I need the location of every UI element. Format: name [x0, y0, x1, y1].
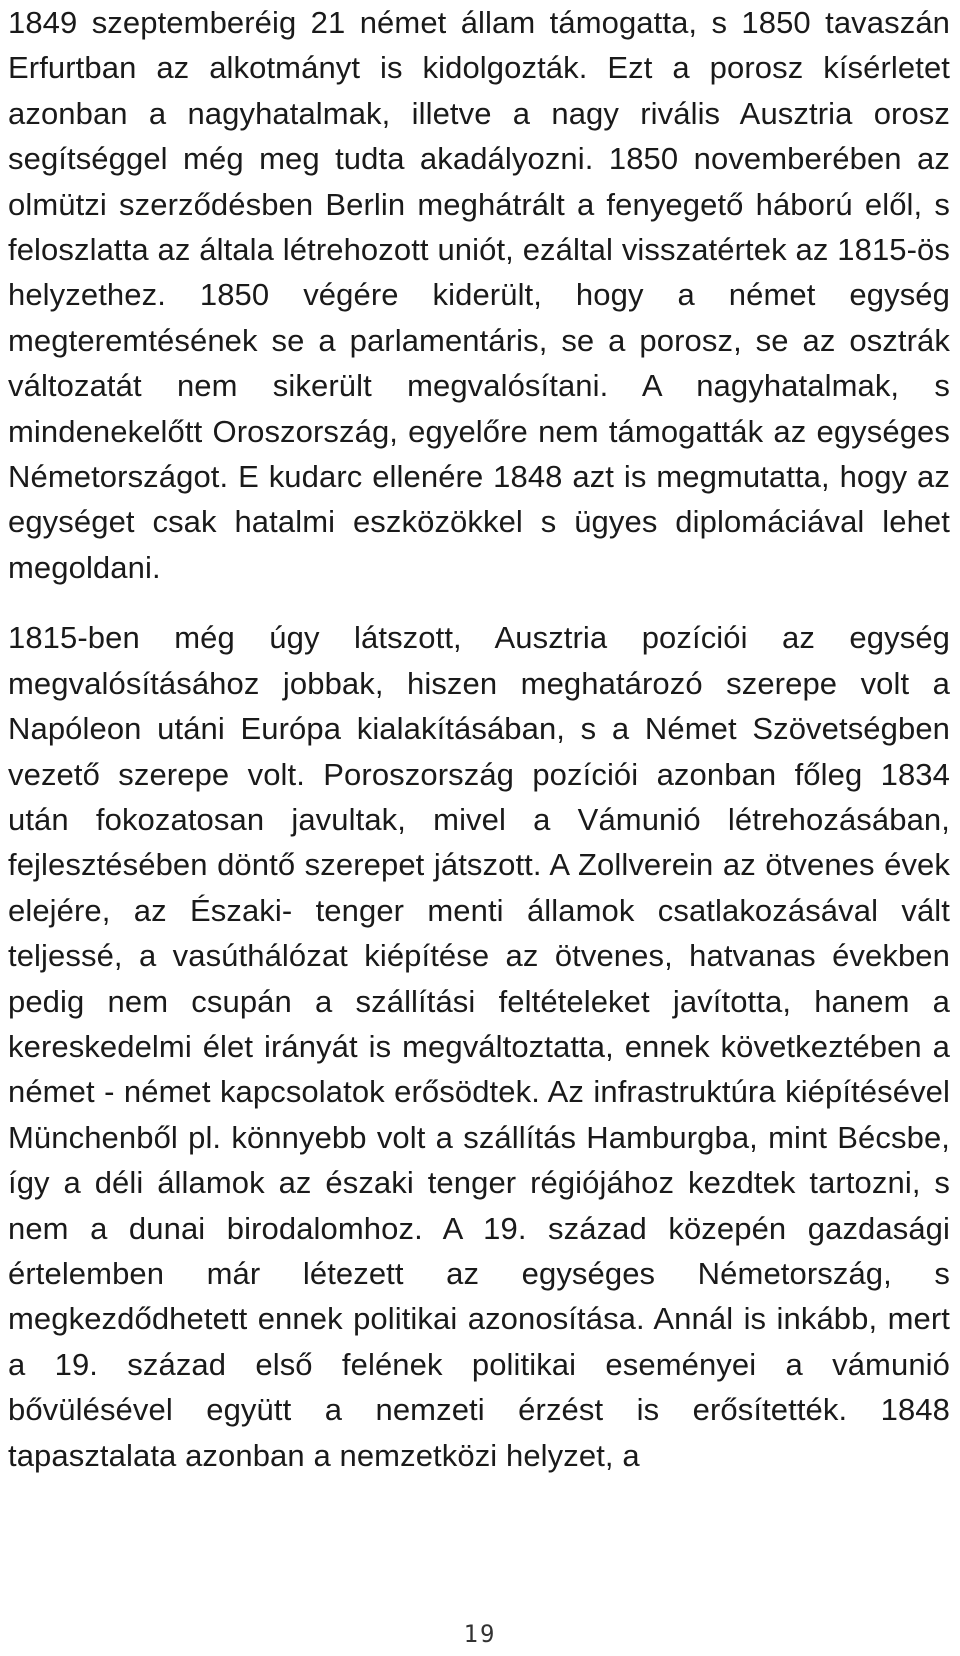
- text-column: [8, 0, 950, 1478]
- page-number: 19: [463, 1620, 497, 1648]
- paragraph-2: 1815-ben még úgy látszott, Ausztria pozíciói az egység megvalósításához jobbak, hiszen meghatározó szerepe volt a Napóleon utáni Európa kialakításában, s a Német Szövetségben vezető szerepe volt. Poroszország pozíciói azonban főleg 1834 után fokozatosan javultak, mivel a Vámunió létrehozásában, fejlesztésében döntő szerepet játszott. A Zollverein az ötvenes évek elejére, az Északi- tenger menti államok csatlakozásával vált teljessé, a vasúthálózat kiépítése az ötvenes, hatvanas években pedig nem csupán a szállítási feltételeket javította, hanem a kereskedelmi élet irányát is megváltoztatta, ennek következtében a német - német kapcsolatok erősödtek. Az infrastruktúra kiépítésével Münchenből pl. könnyebb volt a szállítás Hamburgba, mint Bécsbe, így a déli államok az északi tenger régiójához kezdtek tartozni, s nem a dunai birodalomhoz. A 19. század közepén gazdasági értelemben már létezett az egységes Németország, s megkezdődhetett ennek politikai azonosítása. Annál is inkább, mert a 19. század első felének politikai eseményei a vámunió bővülésével együtt a nemzeti érzést is erősítették. 1848 tapasztalata azonban a nemzetközi helyzet, a: [8, 620, 950, 1473]
- paragraph-1: 1849 szeptemberéig 21 német állam támogatta, s 1850 tavaszán Erfurtban az alkotmányt is kidolgozták. Ezt a porosz kísérletet azonban a nagyhatalmak, illetve a nagy rivális Ausztria orosz segítséggel még meg tudta akadályozni. 1850 novemberében az olmützi szerződésben Berlin meghátrált a fenyegető háború elől, s feloszlatta az általa létrehozott uniót, ezáltal visszatértek az 1815-ös helyzethez. 1850 végére kiderült, hogy a német egység megteremtésének se a parlamentáris, se a porosz, se az osztrák változatát nem sikerült megvalósítani. A nagyhatalmak, s mindenekelőtt Oroszország, egyelőre nem támogatták az egységes Németországot. E kudarc ellenére 1848 azt is megmutatta, hogy az egységet csak hatalmi eszközökkel s ügyes diplomáciával lehet megoldani.: [8, 5, 950, 585]
